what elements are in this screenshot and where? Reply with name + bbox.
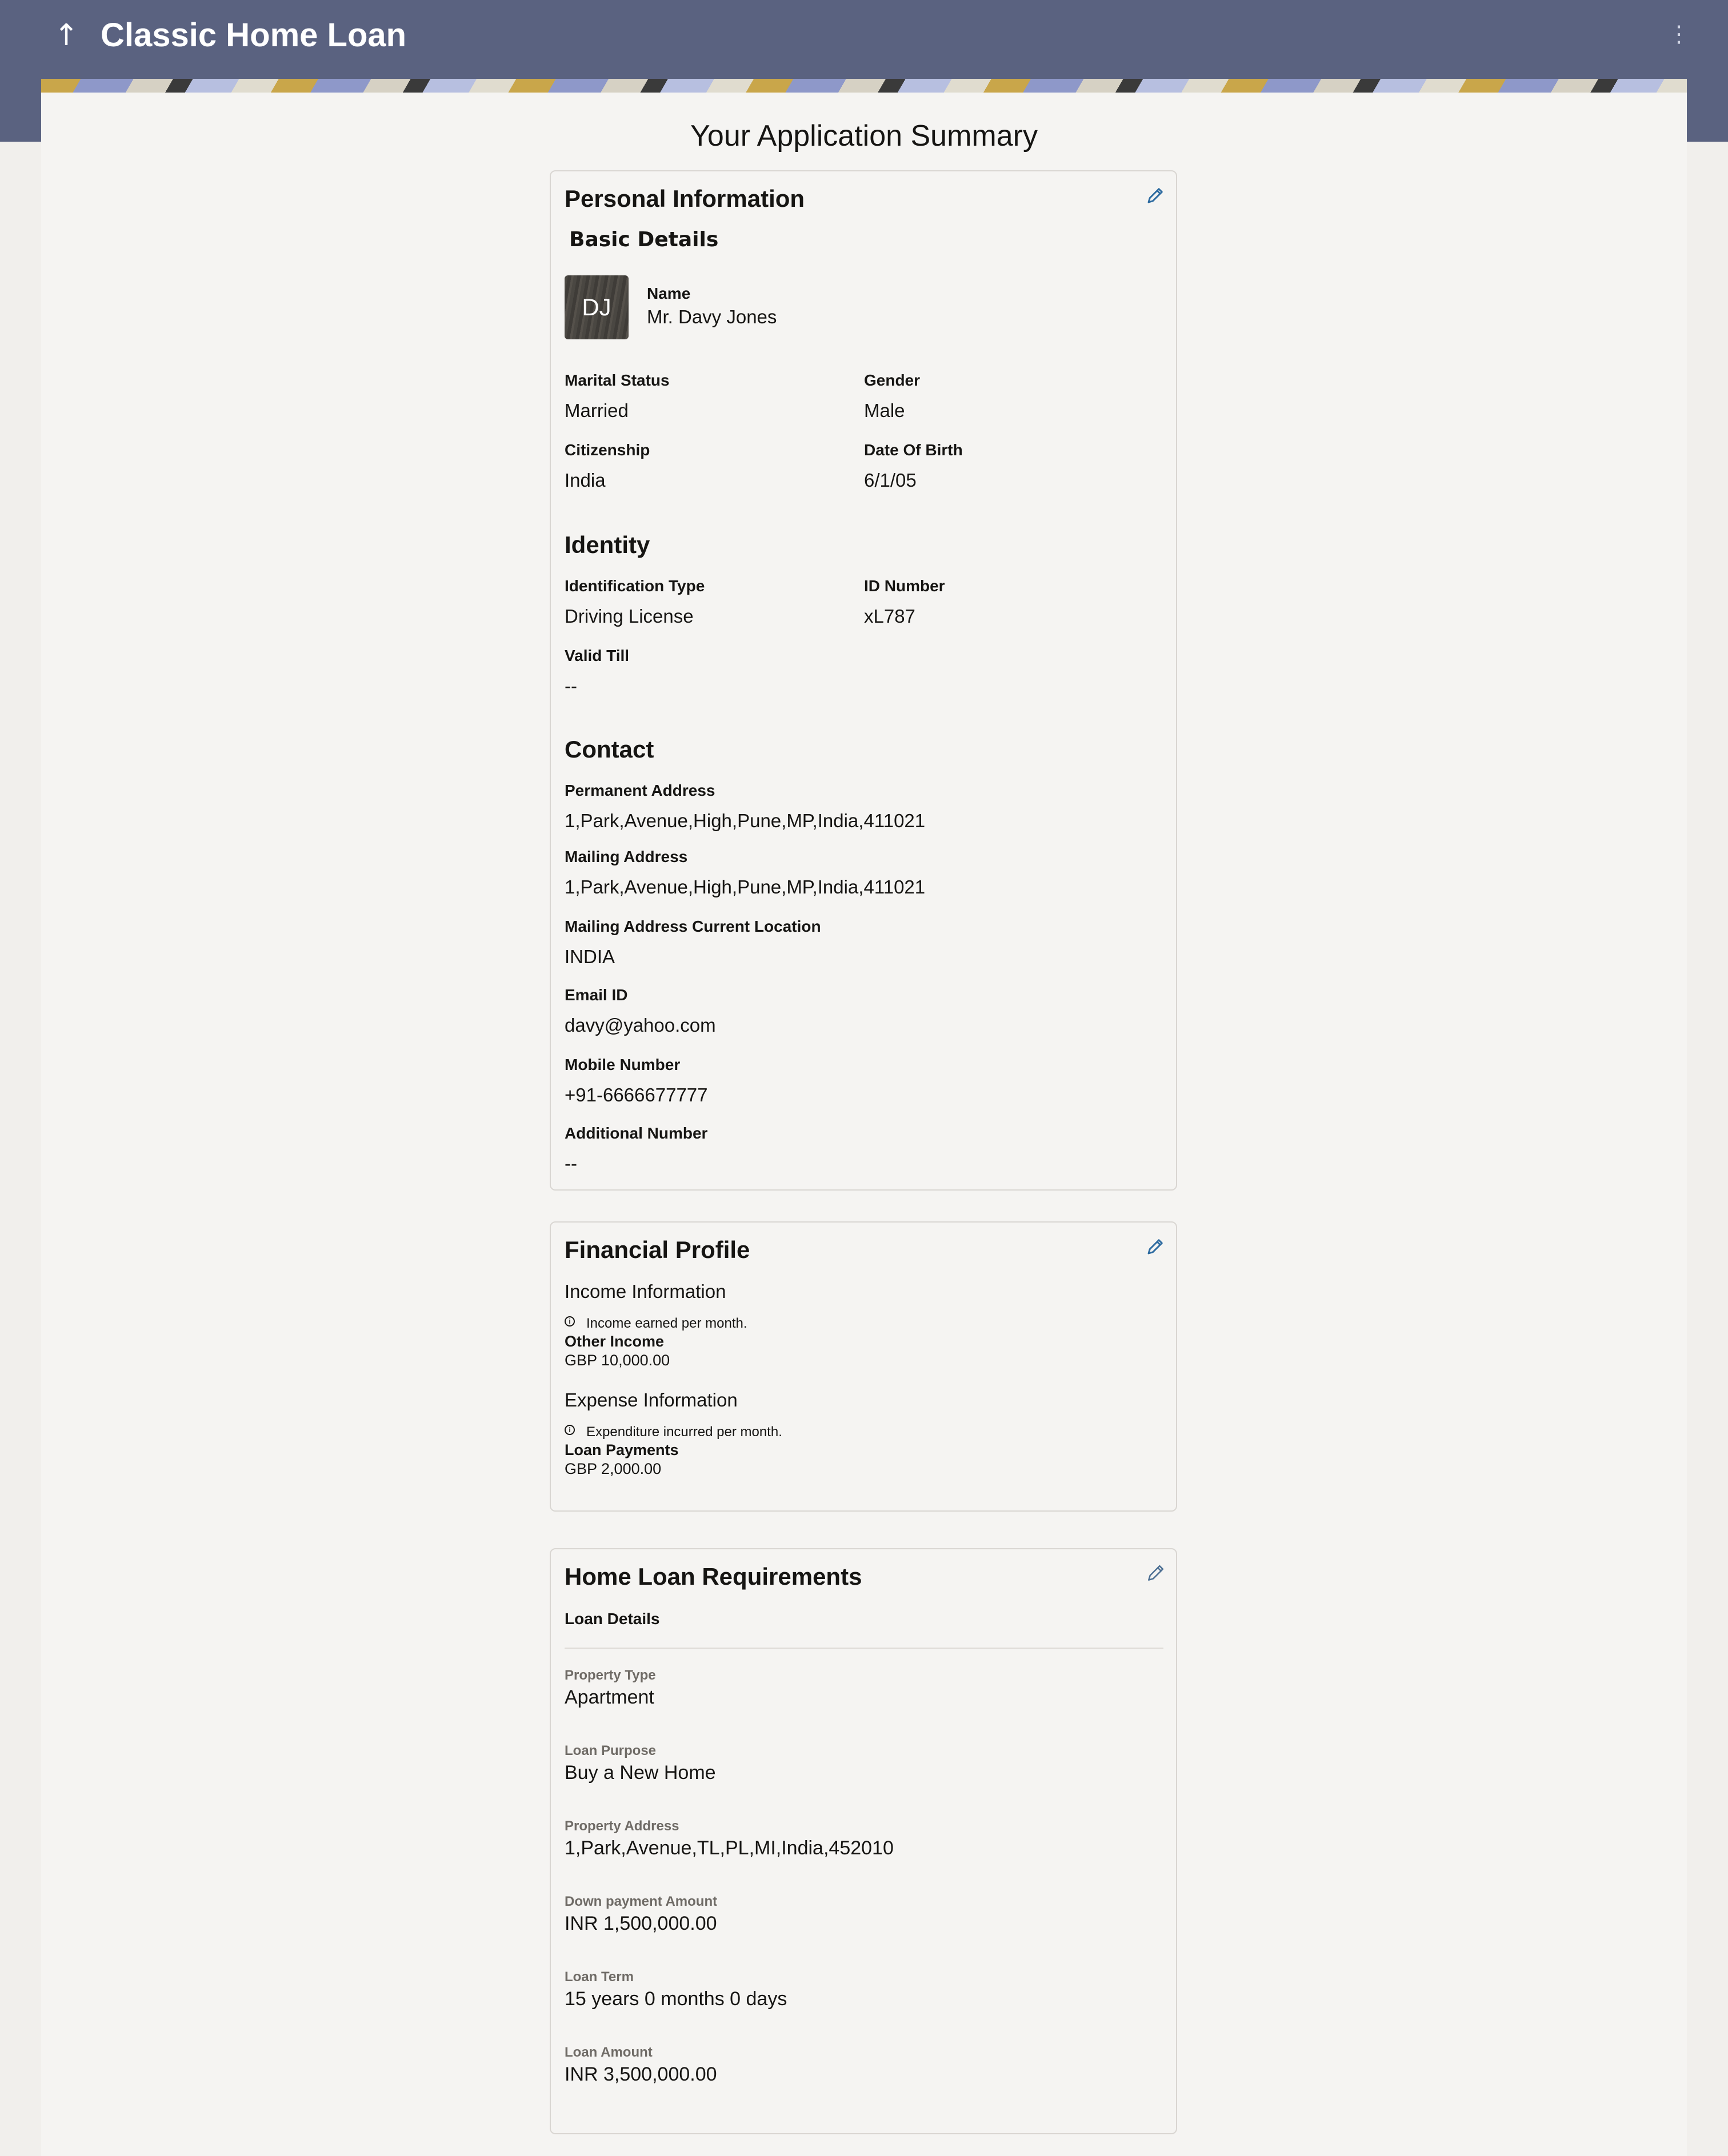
mailing-address-value: 1,Park,Avenue,High,Pune,MP,India,411021 xyxy=(565,876,926,897)
pencil-edit-icon[interactable] xyxy=(1145,185,1166,206)
kebab-menu-icon[interactable]: ⋮ xyxy=(1667,22,1690,47)
property-type-value: Apartment xyxy=(565,1686,654,1708)
mobile-number-label: Mobile Number xyxy=(565,1056,681,1073)
loan-payments-value: GBP 2,000.00 xyxy=(565,1460,662,1477)
page-title: Your Application Summary xyxy=(690,119,1038,153)
loan-details-title: Loan Details xyxy=(565,1610,660,1628)
pencil-edit-icon[interactable] xyxy=(1145,1562,1167,1584)
permanent-address-value: 1,Park,Avenue,High,Pune,MP,India,411021 xyxy=(565,810,926,831)
expense-note: Expenditure incurred per month. xyxy=(586,1424,782,1440)
expense-information-title: Expense Information xyxy=(565,1389,738,1410)
marital-status-label: Marital Status xyxy=(565,371,670,389)
loan-purpose-value: Buy a New Home xyxy=(565,1762,716,1784)
loan-term-label: Loan Term xyxy=(565,1969,634,1985)
property-type-label: Property Type xyxy=(565,1668,656,1683)
avatar: DJ xyxy=(565,275,629,339)
personal-information-title: Personal Information xyxy=(565,185,805,212)
pencil-edit-icon[interactable] xyxy=(1145,1236,1166,1257)
contact-title: Contact xyxy=(565,736,654,763)
gender-value: Male xyxy=(864,400,905,421)
home-loan-requirements-card xyxy=(550,1548,1177,2134)
date-of-birth-label: Date Of Birth xyxy=(864,441,963,459)
name-label: Name xyxy=(647,284,691,302)
email-label: Email ID xyxy=(565,986,628,1004)
name-value: Mr. Davy Jones xyxy=(647,306,777,327)
mobile-number-value: +91-6666677777 xyxy=(565,1084,708,1105)
home-loan-requirements-title: Home Loan Requirements xyxy=(565,1563,862,1590)
email-value: davy@yahoo.com xyxy=(565,1015,716,1036)
identity-title: Identity xyxy=(565,531,650,558)
additional-number-value: -- xyxy=(565,1153,577,1174)
loan-term-value: 15 years 0 months 0 days xyxy=(565,1988,787,2010)
property-address-value: 1,Park,Avenue,TL,PL,MI,India,452010 xyxy=(565,1837,894,1859)
loan-payments-label: Loan Payments xyxy=(565,1441,679,1458)
down-payment-value: INR 1,500,000.00 xyxy=(565,1913,717,1934)
identification-type-value: Driving License xyxy=(565,606,694,627)
down-payment-label: Down payment Amount xyxy=(565,1894,718,1909)
citizenship-value: India xyxy=(565,470,606,491)
mailing-address-label: Mailing Address xyxy=(565,848,688,865)
loan-amount-label: Loan Amount xyxy=(565,2045,653,2060)
marital-status-value: Married xyxy=(565,400,629,421)
app-title: Classic Home Loan xyxy=(101,17,407,54)
info-icon: i xyxy=(565,1425,575,1435)
financial-profile-card xyxy=(550,1221,1177,1512)
header-decorative-band xyxy=(41,79,1687,93)
personal-information-card xyxy=(550,170,1177,1191)
info-icon: i xyxy=(565,1316,575,1327)
mailing-location-value: INDIA xyxy=(565,946,615,967)
divider xyxy=(565,1648,1163,1649)
other-income-value: GBP 10,000.00 xyxy=(565,1352,670,1369)
property-address-label: Property Address xyxy=(565,1818,679,1834)
additional-number-label: Additional Number xyxy=(565,1124,708,1142)
id-number-value: xL787 xyxy=(864,606,915,627)
citizenship-label: Citizenship xyxy=(565,441,650,459)
mailing-location-label: Mailing Address Current Location xyxy=(565,917,821,935)
arrow-up-icon[interactable]: ↑ xyxy=(54,18,79,53)
loan-purpose-label: Loan Purpose xyxy=(565,1743,657,1758)
gender-label: Gender xyxy=(864,371,921,389)
date-of-birth-value: 6/1/05 xyxy=(864,470,917,491)
permanent-address-label: Permanent Address xyxy=(565,782,715,799)
id-number-label: ID Number xyxy=(864,577,945,595)
income-information-title: Income Information xyxy=(565,1281,726,1302)
financial-profile-title: Financial Profile xyxy=(565,1236,750,1263)
identification-type-label: Identification Type xyxy=(565,577,705,595)
income-note: Income earned per month. xyxy=(586,1316,747,1331)
other-income-label: Other Income xyxy=(565,1333,665,1350)
loan-amount-value: INR 3,500,000.00 xyxy=(565,2063,717,2085)
basic-details-title: Basic Details xyxy=(569,228,719,251)
valid-till-label: Valid Till xyxy=(565,647,630,664)
valid-till-value: -- xyxy=(565,675,577,696)
